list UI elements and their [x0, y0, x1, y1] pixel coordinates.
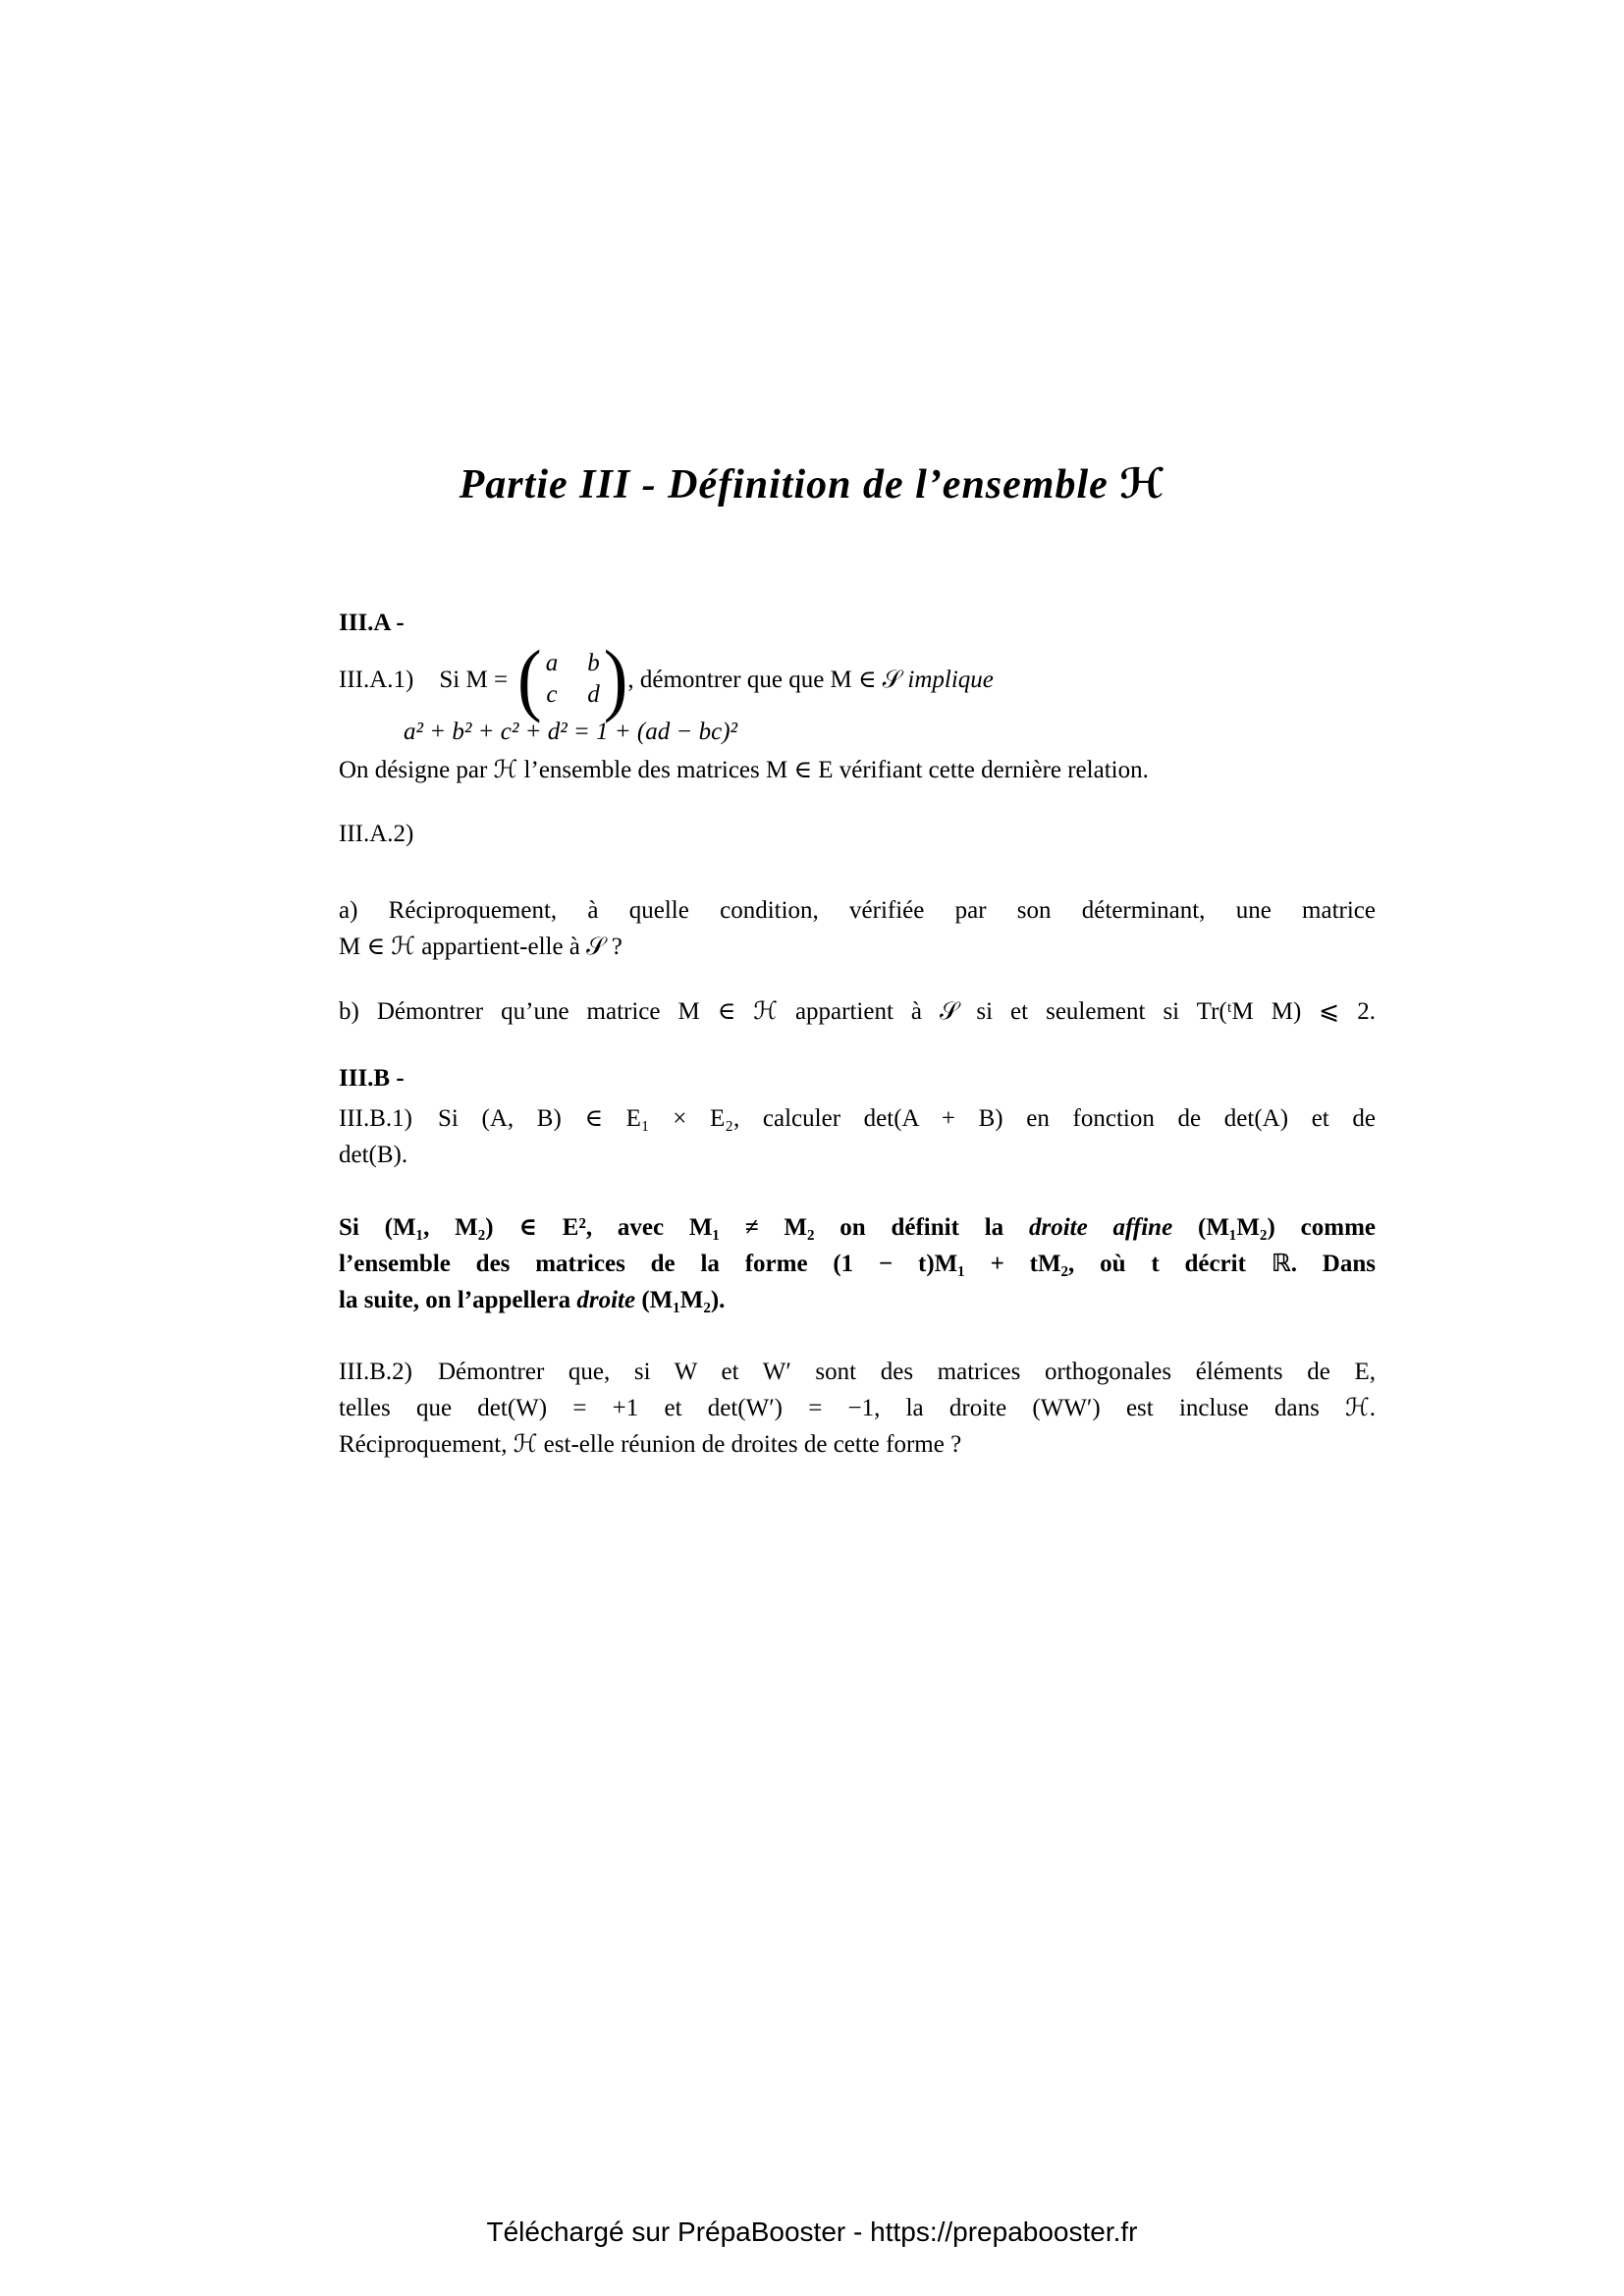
paragraph-iiib2-line2: telles que det(W) = +1 et det(W′) = −1, la droite (WW′) est incluse dans ℋ. — [339, 1395, 1376, 1421]
page-title: Partie III - Définition de l’ensemble ℋ — [459, 462, 1165, 507]
question-iiia1-intro: Si M = — [439, 666, 509, 693]
question-label-iiib2: III.B.2) — [339, 1359, 412, 1385]
watermark-footer: Téléchargé sur PrépaBooster - https://prepabooster.fr — [486, 2216, 1138, 2247]
section-heading-iiia: III.A - — [339, 610, 405, 636]
paragraph-iiia2a-line1: a) Réciproquement, à quelle condition, vérifiée par son déterminant, une matrice — [339, 897, 1376, 924]
paragraph-iiib2 — [339, 1354, 1376, 1463]
paragraph-iiib1-text: Si (A, B) ∈ E₁ × E₂, calculer det(A + B) en fonction de det(A) et de — [437, 1105, 1376, 1132]
droite-def-line3-start: la suite, on l’appellera — [339, 1287, 571, 1313]
droite-definition-line2: l’ensemble des matrices de la forme (1 − t)M₁ + tM₂, où t décrit ℝ. Dans — [339, 1251, 1376, 1277]
paragraph-iiib1 — [339, 1100, 1376, 1173]
matrix-2x2 — [517, 634, 628, 724]
droite-definition-line3 — [339, 1282, 1376, 1318]
document-body — [339, 605, 1376, 1463]
matrix-left-paren: ( — [517, 634, 542, 724]
matrix-cell-d: d — [587, 681, 600, 708]
matrix-cell-c: c — [546, 681, 558, 708]
question-iiia1-text — [627, 662, 994, 698]
question-iiia1-implique: implique — [907, 666, 994, 693]
paragraph-iiib2-text: Démontrer que, si W et W′ sont des matrices orthogonales éléments de E, — [437, 1359, 1376, 1385]
droite-definition-line1 — [339, 1209, 1376, 1246]
section-heading-iiib: III.B - — [339, 1065, 405, 1092]
paragraph-iiia2a — [339, 892, 1376, 965]
paragraph-droite-definition — [339, 1209, 1376, 1318]
question-label-iiia2: III.A.2) — [339, 821, 414, 847]
question-label-iiia1: III.A.1) — [339, 666, 414, 693]
question-iiia1-line — [339, 635, 1376, 723]
matrix-cell-b: b — [587, 650, 600, 676]
paragraph-iiia2b: b) Démontrer qu’une matrice M ∈ ℋ appartient à 𝒮 si et seulement si Tr(ᵗM M) ⩽ 2. — [339, 998, 1376, 1025]
equation-sum-squares: a² + b² + c² + d² = 1 + (ad − bc)² — [404, 719, 738, 745]
droite-def-line1-end: (M₁M₂) comme — [1198, 1214, 1376, 1241]
paragraph-note-h-definition: On désigne par ℋ l’ensemble des matrices M ∈ E vérifiant cette dernière relation. — [339, 757, 1149, 783]
droite-def-line1-start: Si (M₁, M₂) ∈ E², avec M₁ ≠ M₂ on définit la — [339, 1214, 1004, 1241]
paragraph-iiib1-line1 — [339, 1100, 1376, 1137]
matrix-cells — [546, 649, 600, 710]
matrix-right-paren: ) — [603, 634, 628, 724]
matrix-cell-a: a — [545, 650, 559, 676]
droite-affine-term: droite affine — [1029, 1214, 1173, 1241]
droite-term: droite — [576, 1287, 636, 1313]
question-label-iiib1: III.B.1) — [339, 1105, 412, 1132]
paragraph-iiib1-line2: det(B). — [339, 1142, 408, 1168]
paragraph-iiia2a-line2: M ∈ ℋ appartient-elle à 𝒮 ? — [339, 934, 623, 960]
droite-def-line3-end: (M₁M₂). — [641, 1287, 726, 1313]
paragraph-iiib2-line1 — [339, 1354, 1376, 1390]
question-iiia1-after-matrix: , démontrer que que M ∈ 𝒮 — [627, 666, 902, 693]
paragraph-iiib2-line3: Réciproquement, ℋ est-elle réunion de droites de cette forme ? — [339, 1431, 962, 1458]
